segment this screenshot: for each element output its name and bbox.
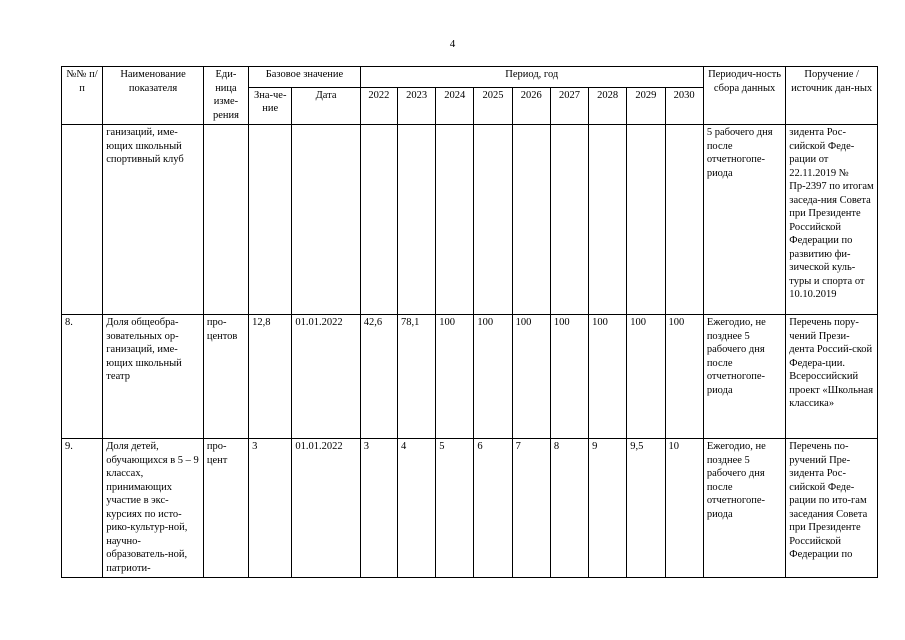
cell-year bbox=[589, 125, 627, 315]
cell-year bbox=[550, 125, 588, 315]
cell-year: 10 bbox=[665, 439, 703, 578]
table-row bbox=[62, 125, 878, 315]
table-row bbox=[62, 315, 878, 439]
cell-year: 100 bbox=[436, 315, 474, 439]
cell-name: Доля общеобра-зовательных ор-ганизаций, име-ющих школьный театр bbox=[103, 315, 204, 439]
page-number: 4 bbox=[449, 38, 456, 50]
cell-year: 100 bbox=[550, 315, 588, 439]
cell-year: 8 bbox=[550, 439, 588, 578]
cell-unit bbox=[203, 125, 248, 315]
cell-year: 78,1 bbox=[397, 315, 435, 439]
header-year: 2028 bbox=[589, 87, 627, 124]
header-period: Период, год bbox=[360, 67, 703, 88]
cell-source: зидента Рос-сийской Феде-рации от 22.11.2019 № Пр-2397 по итогам заседа-ния Совета при Президенте Российской Федерации по развитию фи-зической куль-туры и спорта от 10.10.2019 bbox=[786, 125, 878, 315]
cell-year bbox=[512, 125, 550, 315]
header-year: 2026 bbox=[512, 87, 550, 124]
cell-year: 100 bbox=[512, 315, 550, 439]
cell-source: Перечень пору-чений Прези-дента Россий-ской Федера-ции. Всероссийский проект «Школьная классика» bbox=[786, 315, 878, 439]
header-base-date: Дата bbox=[292, 87, 360, 124]
cell-num: 9. bbox=[62, 439, 103, 578]
header-unit: Еди-ница изме-рения bbox=[203, 67, 248, 125]
header-year: 2027 bbox=[550, 87, 588, 124]
cell-num: 8. bbox=[62, 315, 103, 439]
cell-year: 42,6 bbox=[360, 315, 397, 439]
cell-unit: про-цент bbox=[203, 439, 248, 578]
table-row bbox=[62, 439, 878, 578]
cell-base-value bbox=[249, 125, 292, 315]
cell-year bbox=[360, 125, 397, 315]
header-source: Поручение / источник дан-ных bbox=[786, 67, 878, 125]
cell-periodicity: Ежегодио, не позднее 5 рабочего дня после отчетногопе-риода bbox=[703, 439, 785, 578]
cell-year: 5 bbox=[436, 439, 474, 578]
cell-year: 6 bbox=[474, 439, 512, 578]
header-year: 2025 bbox=[474, 87, 512, 124]
header-name: Наименование показателя bbox=[103, 67, 204, 125]
cell-year: 9 bbox=[589, 439, 627, 578]
header-year: 2022 bbox=[360, 87, 397, 124]
cell-unit: про-центов bbox=[203, 315, 248, 439]
cell-periodicity: Ежегодио, не позднее 5 рабочего дня после отчетногопе-риода bbox=[703, 315, 785, 439]
cell-name: ганизаций, име-ющих школьный спортивный клуб bbox=[103, 125, 204, 315]
cell-year: 100 bbox=[589, 315, 627, 439]
cell-base-date bbox=[292, 125, 360, 315]
cell-year bbox=[397, 125, 435, 315]
header-periodicity: Периодич-ность сбора данных bbox=[703, 67, 785, 125]
cell-year bbox=[436, 125, 474, 315]
cell-year: 4 bbox=[397, 439, 435, 578]
header-row-1 bbox=[62, 67, 878, 88]
indicators-table bbox=[61, 66, 878, 578]
cell-source: Перечень по-ручений Пре-зидента Рос-сийской Феде-рации по ито-гам заседания Совета при Президенте Российской Федерации по bbox=[786, 439, 878, 578]
cell-year: 100 bbox=[474, 315, 512, 439]
cell-base-date: 01.01.2022 bbox=[292, 439, 360, 578]
cell-year bbox=[474, 125, 512, 315]
cell-year: 100 bbox=[627, 315, 665, 439]
header-year: 2030 bbox=[665, 87, 703, 124]
cell-base-date: 01.01.2022 bbox=[292, 315, 360, 439]
cell-base-value: 12,8 bbox=[249, 315, 292, 439]
cell-year: 9,5 bbox=[627, 439, 665, 578]
header-base-value: Зна-че-ние bbox=[249, 87, 292, 124]
cell-periodicity: 5 рабочего дня после отчетногопе-риода bbox=[703, 125, 785, 315]
cell-year: 3 bbox=[360, 439, 397, 578]
header-base: Базовое значение bbox=[249, 67, 361, 88]
cell-base-value: 3 bbox=[249, 439, 292, 578]
cell-year: 7 bbox=[512, 439, 550, 578]
cell-year bbox=[665, 125, 703, 315]
cell-num bbox=[62, 125, 103, 315]
cell-year: 100 bbox=[665, 315, 703, 439]
cell-year bbox=[627, 125, 665, 315]
header-year: 2024 bbox=[436, 87, 474, 124]
header-num: №№ п/п bbox=[62, 67, 103, 125]
cell-name: Доля детей, обучающихся в 5 – 9 классах, принимающих участие в экс-курсиях по исто-рико-культур-ной, научно-образователь-ной, патриоти- bbox=[103, 439, 204, 578]
header-year: 2029 bbox=[627, 87, 665, 124]
header-year: 2023 bbox=[397, 87, 435, 124]
